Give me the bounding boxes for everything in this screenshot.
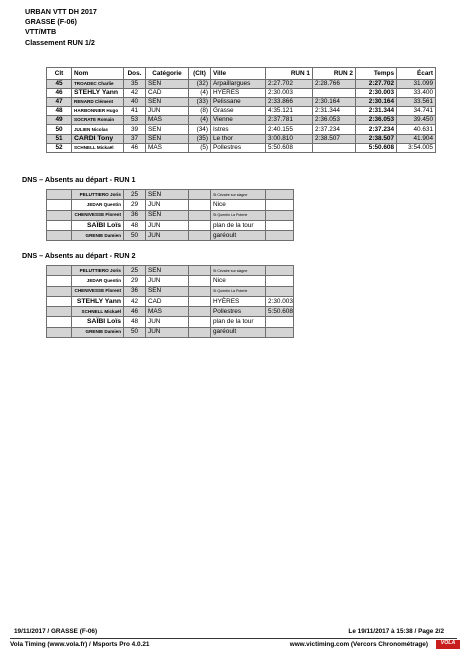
cell-clt-empty [47, 307, 72, 317]
cell-categorie: SEN [146, 125, 189, 134]
cell-clt-empty [47, 317, 72, 327]
cell-run2: 2:28.766 [313, 80, 356, 89]
dns-row [47, 317, 294, 327]
results-body [47, 80, 436, 153]
cell-nom: GRENIE Damien [72, 231, 124, 241]
cell-clt-cat: (32) [189, 80, 211, 89]
cell-ville: Istres [211, 125, 266, 134]
cell-ecart: 3:54.005 [397, 143, 436, 152]
dns-row [47, 231, 294, 241]
cell-clt-cat: (4) [189, 89, 211, 98]
cell-temps: 2:30.164 [356, 98, 397, 107]
cell-temps: 2:37.234 [356, 125, 397, 134]
cell-clt-cat: (8) [189, 107, 211, 116]
cell-clt: 50 [47, 125, 72, 134]
cell-clt-cat-empty [189, 296, 211, 306]
dns-run2-title: DNS – Absents au départ - RUN 2 [22, 251, 136, 260]
cell-temps: 2:36.053 [356, 116, 397, 125]
cell-dos: 39 [124, 125, 146, 134]
cell-temps: 2:31.344 [356, 107, 397, 116]
col-ecart: Écart [397, 68, 436, 80]
cell-clt-empty [47, 286, 72, 296]
cell-dos: 36 [124, 210, 146, 220]
cell-dos: 50 [124, 327, 146, 337]
cell-nom: RENARD Clément [72, 98, 124, 107]
cell-clt-cat-empty [189, 190, 211, 200]
cell-clt-cat-empty [189, 317, 211, 327]
col-dos: Dos. [124, 68, 146, 80]
cell-clt-cat: (35) [189, 134, 211, 143]
footer-divider [10, 638, 457, 639]
cell-clt: 51 [47, 134, 72, 143]
col-run2: RUN 2 [313, 68, 356, 80]
cell-nom: SAÏBI Loïs [72, 220, 124, 230]
cell-ville: Pelissane [211, 98, 266, 107]
cell-dos: 25 [124, 266, 146, 276]
cell-run1: 3:00.810 [266, 134, 313, 143]
cell-ville: Le thor [211, 134, 266, 143]
cell-ville: garéoult [211, 231, 266, 241]
results-row [47, 116, 436, 125]
dns-run2-table [46, 265, 294, 338]
cell-clt-cat-empty [189, 210, 211, 220]
col-ville: Ville [211, 68, 266, 80]
cell-nom: JEDAR Quentin [72, 276, 124, 286]
cell-run2: 2:37.234 [313, 125, 356, 134]
dns-row [47, 266, 294, 276]
cell-dos: 53 [124, 116, 146, 125]
cell-dos: 41 [124, 107, 146, 116]
cell-categorie: JUN [146, 327, 189, 337]
classement-title: Classement RUN 1/2 [25, 37, 95, 47]
cell-temps: 2:30.003 [356, 89, 397, 98]
cell-run1 [266, 231, 294, 241]
cell-ville: plan de la tour [211, 220, 266, 230]
cell-run1: 2:40.155 [266, 125, 313, 134]
cell-clt-empty [47, 231, 72, 241]
cell-ville: Arpaillargues [211, 80, 266, 89]
cell-categorie: SEN [146, 210, 189, 220]
cell-run1 [266, 210, 294, 220]
cell-nom: STEHLY Yann [72, 296, 124, 306]
cell-clt: 52 [47, 143, 72, 152]
cell-run2 [313, 89, 356, 98]
cell-run1: 2:30.003 [266, 296, 294, 306]
col-clt: Clt [47, 68, 72, 80]
results-row [47, 89, 436, 98]
cell-ville: Grasse [211, 107, 266, 116]
cell-categorie: SEN [146, 286, 189, 296]
cell-clt: 46 [47, 89, 72, 98]
cell-categorie: SEN [146, 98, 189, 107]
cell-nom: SAÏBI Loïs [72, 317, 124, 327]
cell-ville: Pollestres [211, 143, 266, 152]
cell-nom: PELUTTIERO Joris [72, 190, 124, 200]
cell-dos: 25 [124, 190, 146, 200]
cell-dos: 48 [124, 220, 146, 230]
cell-run1: 4:35.121 [266, 107, 313, 116]
footer-page-info: Le 19/11/2017 à 15:38 / Page 2/2 [348, 628, 444, 635]
cell-ville: HYÈRES [211, 89, 266, 98]
dns-row [47, 210, 294, 220]
vola-logo: VOLA [436, 640, 460, 649]
cell-nom: HARBONNIER Hugo [72, 107, 124, 116]
dns-row [47, 327, 294, 337]
cell-temps: 2:27.702 [356, 80, 397, 89]
dns-run1-title: DNS – Absents au départ - RUN 1 [22, 175, 136, 184]
col-run1: RUN 1 [266, 68, 313, 80]
cell-categorie: CAD [146, 89, 189, 98]
dns-run2-body [47, 266, 294, 338]
cell-clt-empty [47, 200, 72, 210]
cell-temps: 2:38.507 [356, 134, 397, 143]
results-row [47, 80, 436, 89]
cell-ecart: 33.400 [397, 89, 436, 98]
results-row [47, 107, 436, 116]
cell-categorie: CAD [146, 296, 189, 306]
col-clt-cat: (Clt) [189, 68, 211, 80]
cell-ecart: 40.631 [397, 125, 436, 134]
cell-run2: 2:38.507 [313, 134, 356, 143]
cell-ecart: 39.450 [397, 116, 436, 125]
dns-row [47, 286, 294, 296]
cell-clt: 49 [47, 116, 72, 125]
cell-clt-empty [47, 296, 72, 306]
cell-clt-cat: (34) [189, 125, 211, 134]
cell-run1 [266, 190, 294, 200]
cell-run2: 2:31.344 [313, 107, 356, 116]
cell-ville: St Quentin La Poterie [211, 210, 266, 220]
dns-row [47, 190, 294, 200]
cell-dos: 29 [124, 200, 146, 210]
cell-ecart: 41.904 [397, 134, 436, 143]
dns-row [47, 200, 294, 210]
cell-clt-cat: (33) [189, 98, 211, 107]
cell-run1 [266, 317, 294, 327]
col-categorie: Catégorie [146, 68, 189, 80]
cell-categorie: JUN [146, 231, 189, 241]
cell-ville: St Cézaire sur siagne [211, 190, 266, 200]
cell-nom: CARDI Tony [72, 134, 124, 143]
cell-ville: garéoult [211, 327, 266, 337]
cell-nom: SCHNELL Mickaël [72, 307, 124, 317]
cell-clt-empty [47, 190, 72, 200]
cell-ville: St Cézaire sur siagne [211, 266, 266, 276]
cell-run1 [266, 266, 294, 276]
cell-dos: 37 [124, 134, 146, 143]
cell-run1: 2:27.702 [266, 80, 313, 89]
col-nom: Nom [72, 68, 124, 80]
cell-clt: 45 [47, 80, 72, 89]
dns-row [47, 296, 294, 306]
dns-row [47, 276, 294, 286]
cell-clt-empty [47, 327, 72, 337]
event-discipline: VTT/MTB [25, 27, 57, 37]
results-row [47, 134, 436, 143]
cell-nom: STEHLY Yann [72, 89, 124, 98]
results-row [47, 125, 436, 134]
cell-clt-cat-empty [189, 327, 211, 337]
cell-run1: 5:50.608 [266, 307, 294, 317]
cell-temps: 5:50.608 [356, 143, 397, 152]
cell-dos: 35 [124, 80, 146, 89]
cell-categorie: JUN [146, 317, 189, 327]
cell-categorie: JUN [146, 107, 189, 116]
cell-clt: 48 [47, 107, 72, 116]
cell-categorie: MAS [146, 116, 189, 125]
cell-nom: SCHNELL Mickaël [72, 143, 124, 152]
cell-dos: 29 [124, 276, 146, 286]
document-header [25, 7, 97, 48]
cell-nom: CHENIVESSE Florent [72, 210, 124, 220]
dns-run1-table [46, 189, 294, 241]
cell-clt-cat-empty [189, 307, 211, 317]
cell-ecart: 31.099 [397, 80, 436, 89]
cell-ville: Nice [211, 200, 266, 210]
cell-run1 [266, 276, 294, 286]
cell-nom: PELUTTIERO Joris [72, 266, 124, 276]
cell-ville: Nice [211, 276, 266, 286]
cell-categorie: JUN [146, 276, 189, 286]
dns-row [47, 220, 294, 230]
cell-ville: Vienne [211, 116, 266, 125]
cell-categorie: JUN [146, 220, 189, 230]
cell-clt-cat-empty [189, 286, 211, 296]
cell-nom: TROADEC Charlie [72, 80, 124, 89]
event-title: URBAN VTT DH 2017 [25, 7, 97, 16]
cell-run2: 2:36.053 [313, 116, 356, 125]
cell-nom: SOCRATE Romain [72, 116, 124, 125]
cell-clt-cat-empty [189, 220, 211, 230]
cell-run1: 2:30.003 [266, 89, 313, 98]
cell-run1: 2:33.866 [266, 98, 313, 107]
cell-clt-cat-empty [189, 276, 211, 286]
cell-nom: CHENIVESSE Florent [72, 286, 124, 296]
cell-run2 [313, 143, 356, 152]
cell-run1 [266, 327, 294, 337]
footer-website: www.victiming.com (Vercors Chronométrage) [289, 641, 428, 648]
results-header-row [47, 68, 436, 80]
cell-categorie: SEN [146, 266, 189, 276]
results-table [46, 67, 436, 153]
cell-clt-cat-empty [189, 231, 211, 241]
event-location: GRASSE (F-06) [25, 17, 77, 27]
cell-run1 [266, 220, 294, 230]
cell-dos: 42 [124, 296, 146, 306]
cell-dos: 40 [124, 98, 146, 107]
footer-software: Vola Timing (www.vola.fr) / Msports Pro 4.0.21 [10, 641, 150, 648]
cell-dos: 36 [124, 286, 146, 296]
cell-ecart: 33.561 [397, 98, 436, 107]
cell-categorie: JUN [146, 200, 189, 210]
cell-clt-empty [47, 210, 72, 220]
cell-nom: JULIEN Nicolas [72, 125, 124, 134]
cell-dos: 50 [124, 231, 146, 241]
results-row [47, 98, 436, 107]
cell-dos: 42 [124, 89, 146, 98]
dns-run1-body [47, 190, 294, 241]
cell-clt: 47 [47, 98, 72, 107]
cell-clt-cat: (4) [189, 116, 211, 125]
results-row [47, 143, 436, 152]
vola-logo-sub: SPORT TIMING [439, 647, 457, 650]
cell-dos: 46 [124, 307, 146, 317]
cell-categorie: SEN [146, 190, 189, 200]
cell-ville: Pollestres [211, 307, 266, 317]
cell-run1 [266, 200, 294, 210]
cell-run2: 2:30.164 [313, 98, 356, 107]
cell-dos: 48 [124, 317, 146, 327]
cell-clt-cat: (5) [189, 143, 211, 152]
cell-ville: plan de la tour [211, 317, 266, 327]
dns-row [47, 307, 294, 317]
cell-clt-cat-empty [189, 200, 211, 210]
cell-ville: HYÈRES [211, 296, 266, 306]
footer-event-date: 19/11/2017 / GRASSE (F-06) [14, 628, 98, 635]
cell-nom: JEDAR Quentin [72, 200, 124, 210]
cell-clt-cat-empty [189, 266, 211, 276]
cell-clt-empty [47, 266, 72, 276]
cell-clt-empty [47, 220, 72, 230]
cell-ecart: 34.741 [397, 107, 436, 116]
cell-ville: St Quentin La Poterie [211, 286, 266, 296]
cell-run1: 2:37.781 [266, 116, 313, 125]
cell-dos: 46 [124, 143, 146, 152]
cell-clt-empty [47, 276, 72, 286]
cell-categorie: SEN [146, 80, 189, 89]
cell-categorie: MAS [146, 143, 189, 152]
cell-categorie: MAS [146, 307, 189, 317]
cell-nom: GRENIE Damien [72, 327, 124, 337]
cell-categorie: SEN [146, 134, 189, 143]
col-temps: Temps [356, 68, 397, 80]
cell-run1 [266, 286, 294, 296]
cell-run1: 5:50.608 [266, 143, 313, 152]
